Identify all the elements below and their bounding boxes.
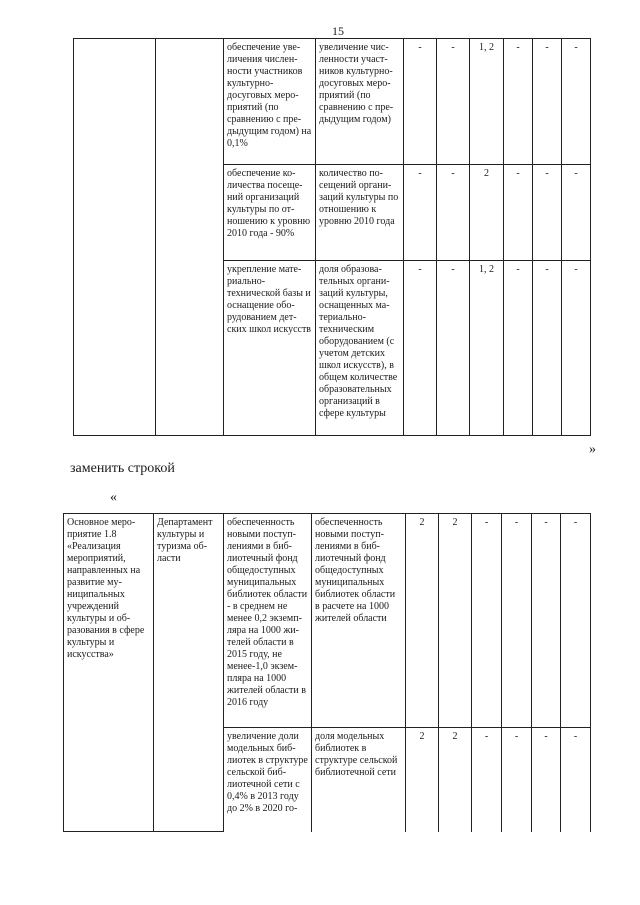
value-cell: 2 [439,728,472,832]
measure-cell: доля модельных библиотек в структуре сельской библиотечной сети [312,728,406,832]
value-cell: - [561,728,591,832]
value-cell: - [533,39,562,165]
indicator-cell: укрепление материально-технической базы и оснащение оборудованием детских школ искусств [224,261,316,436]
replacement-table [63,513,591,832]
value-cell: 2 [406,514,439,728]
indicator-cell: обеспечение увеличения численности участников культурно-досуговых мероприятий (по сравнению с предыдущим годом) на 0,1% [224,39,316,165]
value-cell: - [562,39,591,165]
measure-cell: увеличение численности участников культурно-досуговых мероприятий (по сравнению с предыдущим годом) [316,39,404,165]
value-cell: 2 [406,728,439,832]
value-cell: - [504,261,533,436]
opening-quote: « [110,490,117,505]
closing-quote: » [589,442,596,457]
value-cell: - [404,39,437,165]
value-cell: - [532,728,561,832]
value-cell: - [502,514,532,728]
page-number: 15 [332,24,344,38]
measure-cell: доля образовательных организаций культуры, оснащенных материально-техническим оборудованием (с учетом детских школ искусств), в общем количестве образовательных организаций в сфере культуры [316,261,404,436]
value-cell: - [437,39,470,165]
value-cell: - [437,165,470,261]
table-row [74,39,591,165]
value-cell: 2 [439,514,472,728]
value-cell: - [404,165,437,261]
replace-instruction: заменить строкой [70,461,175,476]
indicator-cell: увеличение доли модельных библиотек в структуре сельской библиотечной сети с 0,4% в 2013 году до 2% в 2020 го- [224,728,312,832]
value-cell: 1, 2 [470,261,504,436]
empty-responsible-cell [156,39,224,436]
value-cell: - [533,261,562,436]
indicator-cell: обеспечение количества посещений организаций культуры по отношению к уровню 2010 года - 90% [224,165,316,261]
value-cell: - [504,39,533,165]
value-cell: - [472,514,502,728]
empty-activity-cell [74,39,156,436]
measure-cell: количество посещений организаций культуры по отношению к уровню 2010 года [316,165,404,261]
value-cell: - [404,261,437,436]
value-cell: - [502,728,532,832]
activity-cell: Основное мероприятие 1.8 «Реализация мероприятий, направленных на развитие муниципальных учреждений культуры и образования в сфере культуры и искусства» [64,514,154,832]
value-cell: - [533,165,562,261]
indicator-cell: обеспеченность новыми поступлениями в библиотечный фонд общедоступных муниципальных библиотек области - в среднем не менее 0,2 экземпляра на 1000 жителей области в 2015 году, не менее-1,0 экземпляра на 1000 жителей области в 2016 году [224,514,312,728]
value-cell: - [472,728,502,832]
table-row [64,514,591,728]
value-cell: 1, 2 [470,39,504,165]
value-cell: - [532,514,561,728]
responsible-cell: Департамент культуры и туризма области [154,514,224,832]
value-cell: 2 [470,165,504,261]
value-cell: - [437,261,470,436]
value-cell: - [562,261,591,436]
value-cell: - [504,165,533,261]
value-cell: - [562,165,591,261]
value-cell: - [561,514,591,728]
measure-cell: обеспеченность новыми поступлениями в библиотечный фонд общедоступных муниципальных библиотек области в расчете на 1000 жителей области [312,514,406,728]
continuation-table [73,38,591,436]
